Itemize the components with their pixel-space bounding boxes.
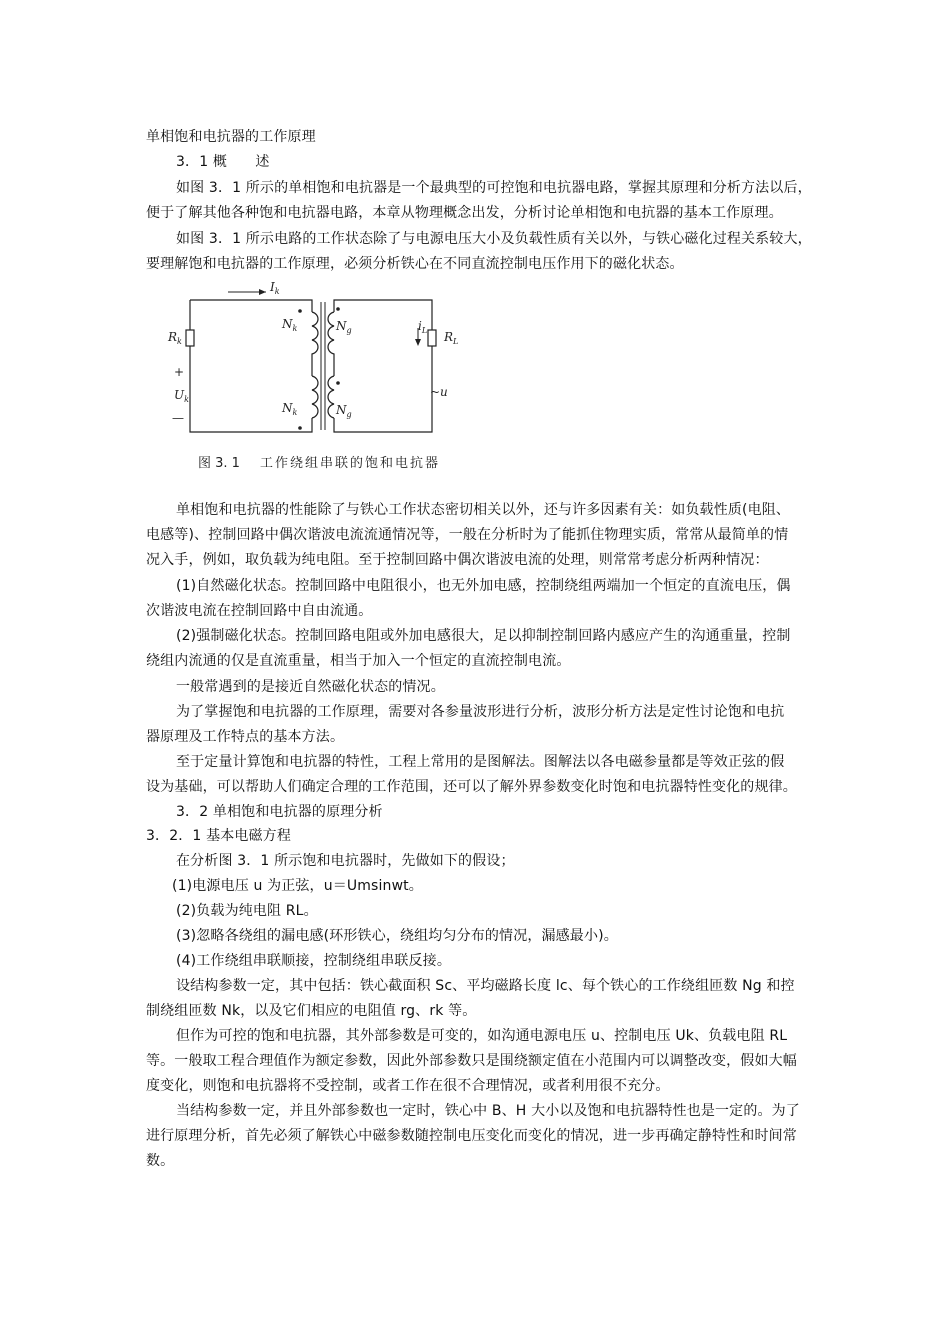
- figure-caption-text: 工作绕组串联的饱和电抗器: [260, 456, 441, 471]
- paragraph-8-line-1: 至于定量计算饱和电抗器的特性，工程上常用的是图解法。图解法以各电磁参量都是等效正弦的假: [176, 754, 785, 770]
- circuit-diagram: [162, 280, 482, 476]
- paragraph-10-line-1: 设结构参数一定，其中包括：铁心截面积 Sc、平均磁路长度 lc、每个铁心的工作绕组匝数 Ng 和控: [176, 978, 795, 994]
- paragraph-5-line-1: (2)强制磁化状态。控制回路电阻或外加电感很大，足以抑制控制回路内感应产生的沟通重量，控制: [176, 628, 791, 644]
- paragraph-7-line-1: 为了掌握饱和电抗器的工作原理，需要对各参量波形进行分析，波形分析方法是定性讨论饱和电抗: [176, 704, 785, 720]
- label-plus: +: [174, 365, 185, 379]
- assumption-2: (2)负载为纯电阻 RL。: [176, 903, 318, 919]
- paragraph-2-line-1: 如图 3．1 所示电路的工作状态除了与电源电压大小及负载性质有关以外，与铁心磁化过程关系较大，: [176, 231, 812, 247]
- label-ng-top: $N_g$: [336, 319, 352, 335]
- paragraph-4-line-2: 次谐波电流在控制回路中自由流通。: [146, 603, 373, 619]
- polarity-dot: [298, 309, 302, 313]
- label-il: $i_L$: [418, 319, 428, 335]
- resistor-rk: [186, 330, 194, 346]
- paragraph-5-line-2: 绕组内流通的仅是直流重量，相当于加入一个恒定的直流控制电流。: [146, 653, 571, 669]
- paragraph-12-line-1: 当结构参数一定，并且外部参数也一定时，铁心中 B、H 大小以及饱和电抗器特性也是一定的。为了: [176, 1103, 800, 1119]
- paragraph-12-line-3: 数。: [146, 1153, 175, 1169]
- label-nk-top: $N_k$: [282, 317, 298, 333]
- paragraph-11-line-1: 但作为可控的饱和电抗器，其外部参数是可变的，如沟通电源电压 u、控制电压 Uk、负载电阻 RL: [176, 1028, 788, 1044]
- circuit-wires: [190, 300, 432, 432]
- paragraph-3-line-2: 电感等)、控制回路中偶次谐波电流流通情况等，一般在分析时为了能抓住物理实质，常常从最简单的情: [146, 527, 789, 543]
- paragraph-1-line-2: 便于了解其他各种饱和电抗器电路，本章从物理概念出发，分析讨论单相饱和电抗器的基本工作原理。: [146, 205, 783, 221]
- paragraph-3-line-3: 况入手，例如，取负载为纯电阻。至于控制回路中偶次谐波电流的处理，则常常考虑分析两种情况：: [146, 552, 769, 568]
- paragraph-10-line-2: 制绕组匝数 Nk，以及它们相应的电阻值 rg、rk 等。: [146, 1003, 477, 1019]
- label-source-u: ~u: [430, 385, 448, 399]
- label-rl: $R_L$: [444, 330, 459, 346]
- paragraph-11-line-3: 度变化，则饱和电抗器将不受控制，或者工作在很不合理情况，或者利用很不充分。: [146, 1078, 670, 1094]
- section-heading-3-1: 3．1 概 述: [176, 154, 270, 170]
- polarity-dot: [336, 307, 340, 311]
- polarity-dot: [336, 381, 340, 385]
- label-nk-bottom: $N_k$: [282, 401, 298, 417]
- paragraph-6: 一般常遇到的是接近自然磁化状态的情况。: [176, 679, 445, 695]
- polarity-dot: [298, 426, 302, 430]
- paragraph-1-line-1: 如图 3．1 所示的单相饱和电抗器是一个最典型的可控饱和电抗器电路，掌握其原理和分析方法以后，: [176, 180, 812, 196]
- label-ik: $I_k$: [270, 280, 280, 296]
- circuit-figure: [162, 280, 482, 476]
- section-title: 单相饱和电抗器的工作原理: [146, 129, 316, 145]
- paragraph-8-line-2: 设为基础，可以帮助人们确定合理的工作范围，还可以了解外界参数变化时饱和电抗器特性变化的规律。: [146, 779, 797, 795]
- paragraph-2-line-2: 要理解饱和电抗器的工作原理，必须分析铁心在不同直流控制电压作用下的磁化状态。: [146, 256, 684, 272]
- paragraph-9: 在分析图 3．1 所示饱和电抗器时，先做如下的假设；: [176, 853, 515, 869]
- figure-caption-number: 图 3. 1: [198, 456, 240, 471]
- paragraph-12-line-2: 进行原理分析，首先必须了解铁心中磁参数随控制电压变化而变化的情况，进一步再确定静特性和时间常: [146, 1128, 797, 1144]
- label-rk: $R_k$: [168, 330, 182, 346]
- label-minus: —: [172, 411, 184, 425]
- section-heading-3-2-1: 3．2．1 基本电磁方程: [146, 828, 291, 844]
- label-uk: $U_k$: [174, 388, 189, 404]
- current-ik-arrow-head: [259, 289, 266, 295]
- label-ng-bottom: $N_g$: [336, 403, 352, 419]
- paragraph-4-line-1: (1)自然磁化状态。控制回路中电阻很小，也无外加电感，控制绕组两端加一个恒定的直流电压，偶: [176, 578, 791, 594]
- paragraph-3-line-1: 单相饱和电抗器的性能除了与铁心工作状态密切相关以外，还与许多因素有关：如负载性质(电阻、: [176, 502, 791, 518]
- assumption-4: (4)工作绕组串联顺接，控制绕组串联反接。: [176, 953, 451, 969]
- resistor-rl: [428, 330, 436, 346]
- current-il-arrow-head: [415, 339, 421, 346]
- section-heading-3-2: 3．2 单相饱和电抗器的原理分析: [176, 804, 383, 820]
- paragraph-7-line-2: 器原理及工作特点的基本方法。: [146, 729, 345, 745]
- assumption-1: (1)电源电压 u 为正弦，u＝Umsinwt。: [172, 878, 423, 894]
- paragraph-11-line-2: 等。一般取工程合理值作为额定参数，因此外部参数只是围绕额定值在小范围内可以调整改变，假如大幅: [146, 1053, 797, 1069]
- assumption-3: (3)忽略各绕组的漏电感(环形铁心，绕组均匀分布的情况，漏感最小)。: [176, 928, 618, 944]
